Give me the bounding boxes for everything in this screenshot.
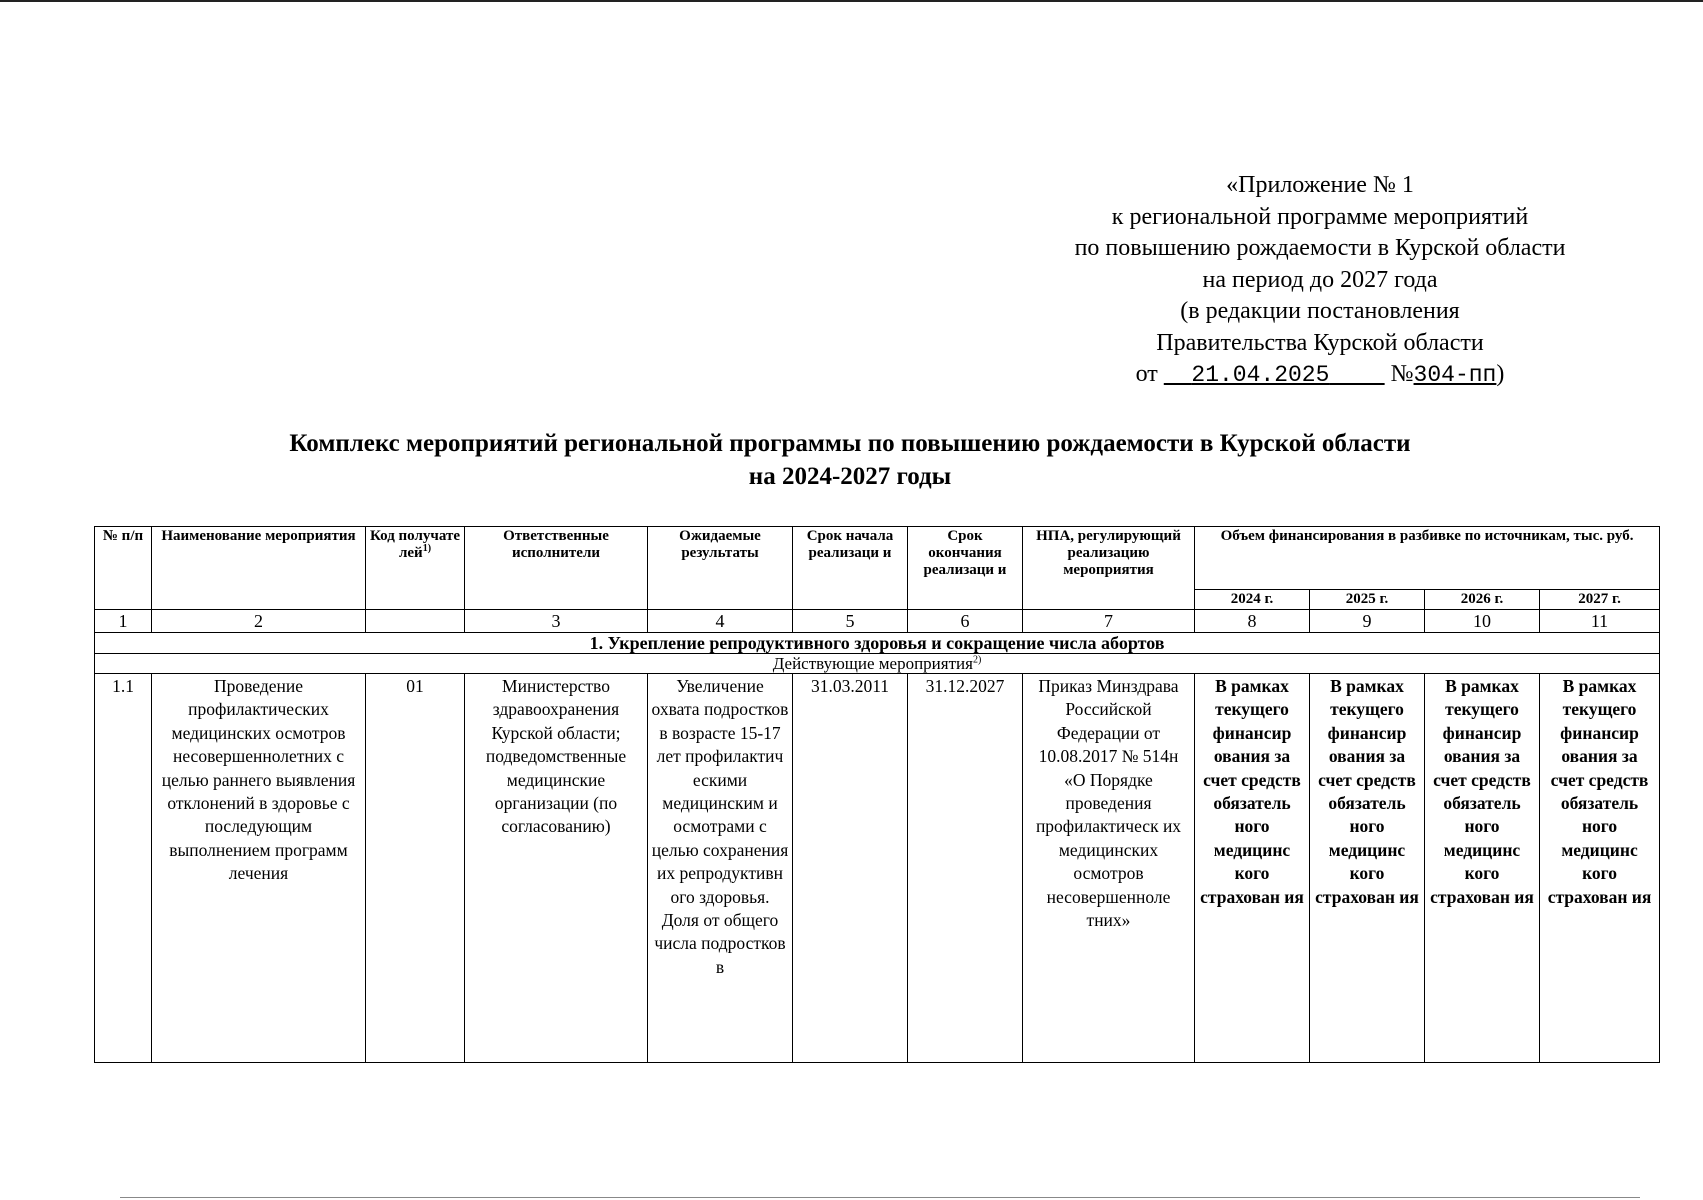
resolution-date xyxy=(1164,362,1385,388)
column-number xyxy=(366,610,465,633)
column-number: 3 xyxy=(465,610,648,633)
header-row xyxy=(95,527,1660,590)
row-funding-2025: В рамках текущего финансир ования за счет средств обязатель ного медицинс кого страхован ия xyxy=(1310,674,1425,1063)
appendix-header xyxy=(1020,170,1620,392)
scan-edge-bottom xyxy=(120,1197,1640,1198)
header-end: Срок окончания реализаци и xyxy=(908,527,1023,610)
header-year: 2024 г. xyxy=(1195,590,1310,610)
appendix-line: (в редакции постановления xyxy=(1180,298,1460,324)
row-results: Увеличение охвата подростков в возрасте 15-17 лет профилактич ескими медицинским и осмотрами с целью сохранения их репродуктивн ого здоровья. Доля от общего числа подростков в xyxy=(648,674,793,1063)
title-line: на 2024-2027 годы xyxy=(748,463,952,490)
appendix-line: на период до 2027 года xyxy=(1202,266,1438,293)
column-number: 7 xyxy=(1023,610,1195,633)
appendix-line: к региональной программе мероприятий xyxy=(1111,203,1529,230)
subsection-label: Действующие мероприятия xyxy=(772,654,973,673)
section-heading: 1. Укрепление репродуктивного здоровья и сокращение числа абортов xyxy=(95,633,1660,654)
row-funding-2026: В рамках текущего финансир ования за счет средств обязатель ного медицинс кого страхован ия xyxy=(1425,674,1540,1063)
scan-edge-top xyxy=(0,0,1703,2)
row-end: 31.12.2027 xyxy=(908,674,1023,1063)
section-row xyxy=(95,633,1660,654)
column-number: 5 xyxy=(793,610,908,633)
closing-paren: ) xyxy=(1496,361,1505,387)
header-year: 2025 г. xyxy=(1310,590,1425,610)
appendix-date-line xyxy=(1020,359,1620,392)
subsection-row xyxy=(95,654,1660,674)
resolution-number: 304-пп xyxy=(1413,362,1497,388)
column-number: 2 xyxy=(152,610,366,633)
column-number: 4 xyxy=(648,610,793,633)
row-code: 01 xyxy=(366,674,465,1063)
title-line: Комплекс мероприятий региональной программы по повышению рождаемости в Курской области xyxy=(289,430,1411,457)
row-num: 1.1 xyxy=(95,674,152,1063)
row-start: 31.03.2011 xyxy=(793,674,908,1063)
appendix-line: «Приложение № 1 xyxy=(1226,172,1414,198)
subsection-heading xyxy=(95,654,1660,674)
column-numbers-row xyxy=(95,610,1660,633)
header-year: 2027 г. xyxy=(1540,590,1660,610)
measures-table xyxy=(94,526,1660,1063)
header-num: № п/п xyxy=(95,527,152,610)
appendix-line: по повышению рождаемости в Курской области xyxy=(1074,235,1566,261)
row-funding-2024: В рамках текущего финансир ования за счет средств обязатель ного медицинс кого страхован ия xyxy=(1195,674,1310,1063)
row-name: Проведение профилактических медицинских осмотров несовершеннолетних с целью раннего выявления отклонений в здоровье с последующим выполнением программ лечения xyxy=(152,674,366,1063)
column-number: 8 xyxy=(1195,610,1310,633)
column-number: 11 xyxy=(1540,610,1660,633)
column-number: 9 xyxy=(1310,610,1425,633)
row-executors: Министерство здравоохранения Курской области; подведомственные медицинские организации (по согласованию) xyxy=(465,674,648,1063)
header-code-label: Код получате лей xyxy=(370,528,460,561)
column-number: 10 xyxy=(1425,610,1540,633)
header-results: Ожидаемые результаты xyxy=(648,527,793,610)
document-title xyxy=(100,427,1600,493)
table-row xyxy=(95,674,1660,1063)
column-number: 6 xyxy=(908,610,1023,633)
header-npa: НПА, регулирующий реализацию мероприятия xyxy=(1023,527,1195,610)
header-name: Наименование мероприятия xyxy=(152,527,366,610)
header-funding: Объем финансирования в разбивке по источникам, тыс. руб. xyxy=(1195,527,1660,590)
appendix-line: Правительства Курской области xyxy=(1156,329,1484,356)
header-year: 2026 г. xyxy=(1425,590,1540,610)
footnote-2: 2) xyxy=(972,654,982,666)
header-code xyxy=(366,527,465,610)
row-funding-2027: В рамках текущего финансир ования за счет средств обязатель ного медицинс кого страхован ия xyxy=(1540,674,1660,1063)
from-label: от xyxy=(1135,361,1158,387)
column-number: 1 xyxy=(95,610,152,633)
footnote-1: 1) xyxy=(422,543,432,554)
row-npa: Приказ Минздрава Российской Федерации от 10.08.2017 № 514н «О Порядке проведения профилактическ их медицинских осмотров несовершенноле тних» xyxy=(1023,674,1195,1063)
header-start: Срок начала реализаци и xyxy=(793,527,908,610)
resolution-date-value: 21.04.2025 xyxy=(1191,362,1330,388)
number-sign: № xyxy=(1390,361,1414,387)
header-executors: Ответственные исполнители xyxy=(465,527,648,610)
